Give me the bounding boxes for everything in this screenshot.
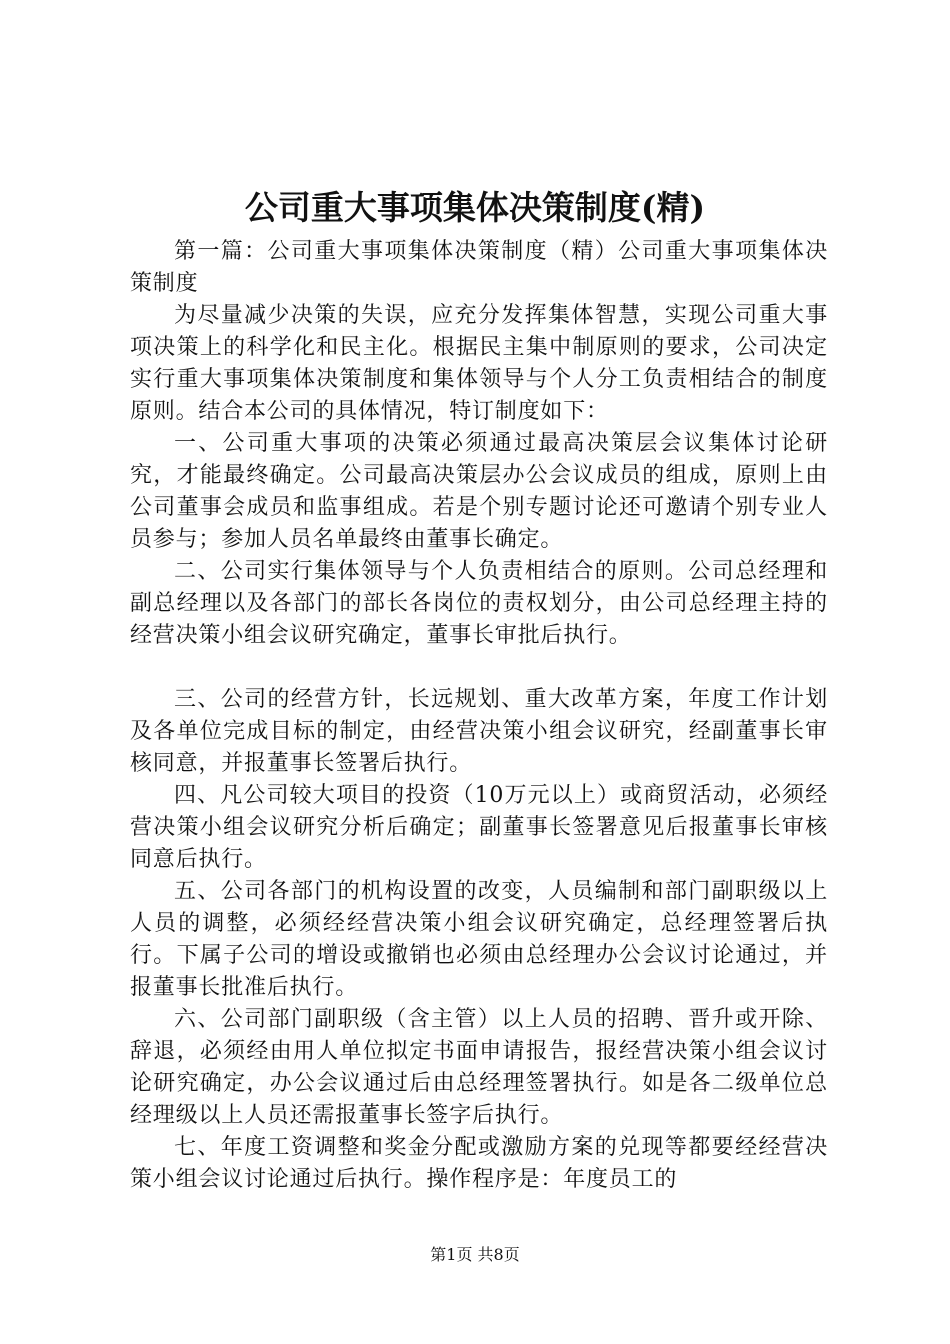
paragraph-intro: 第一篇：公司重大事项集体决策制度（精）公司重大事项集体决策制度	[130, 239, 828, 296]
document-title: 公司重大事项集体决策制度(精)	[244, 188, 706, 227]
document-body	[130, 236, 828, 1196]
paragraph-article-1: 一、公司重大事项的决策必须通过最高决策层会议集体讨论研究，才能最终确定。公司最高决策层办公会议成员的组成，原则上由公司董事会成员和监事组成。若是个别专题讨论还可邀请个别专业人员参与；参加人员名单最终由董事长确定。	[130, 431, 828, 552]
paragraph-article-5: 五、公司各部门的机构设置的改变，人员编制和部门副职级以上人员的调整，必须经经营决策小组会议研究确定，总经理签署后执行。下属子公司的增设或撤销也必须由总经理办公会议讨论通过，并报董事长批准后执行。	[130, 879, 828, 1000]
paragraph-spacer	[130, 652, 828, 684]
paragraph-article-7: 七、年度工资调整和奖金分配或激励方案的兑现等都要经经营决策小组会议讨论通过后执行。操作程序是：年度员工的	[130, 1135, 828, 1192]
paragraph-article-2: 二、公司实行集体领导与个人负责相结合的原则。公司总经理和副总经理以及各部门的部长各岗位的责权划分，由公司总经理主持的经营决策小组会议研究确定，董事长审批后执行。	[130, 559, 828, 648]
paragraph-article-3: 三、公司的经营方针，长远规划、重大改革方案，年度工作计划及各单位完成目标的制定，由经营决策小组会议研究，经副董事长审核同意，并报董事长签署后执行。	[130, 687, 828, 776]
paragraph-article-4: 四、凡公司较大项目的投资（10万元以上）或商贸活动，必须经营决策小组会议研究分析后确定；副董事长签署意见后报董事长审核同意后执行。	[130, 783, 828, 872]
paragraph-article-6: 六、公司部门副职级（含主管）以上人员的招聘、晋升或开除、辞退，必须经由用人单位拟定书面申请报告，报经营决策小组会议讨论研究确定，办公会议通过后由总经理签署执行。如是各二级单位总经理级以上人员还需报董事长签字后执行。	[130, 1007, 828, 1128]
paragraph-preamble: 为尽量减少决策的失误，应充分发挥集体智慧，实现公司重大事项决策上的科学化和民主化。根据民主集中制原则的要求，公司决定实行重大事项集体决策制度和集体领导与个人分工负责相结合的制度原则。结合本公司的具体情况，特订制度如下：	[130, 303, 828, 424]
page-number-footer: 第1页 共8页	[430, 1245, 520, 1264]
